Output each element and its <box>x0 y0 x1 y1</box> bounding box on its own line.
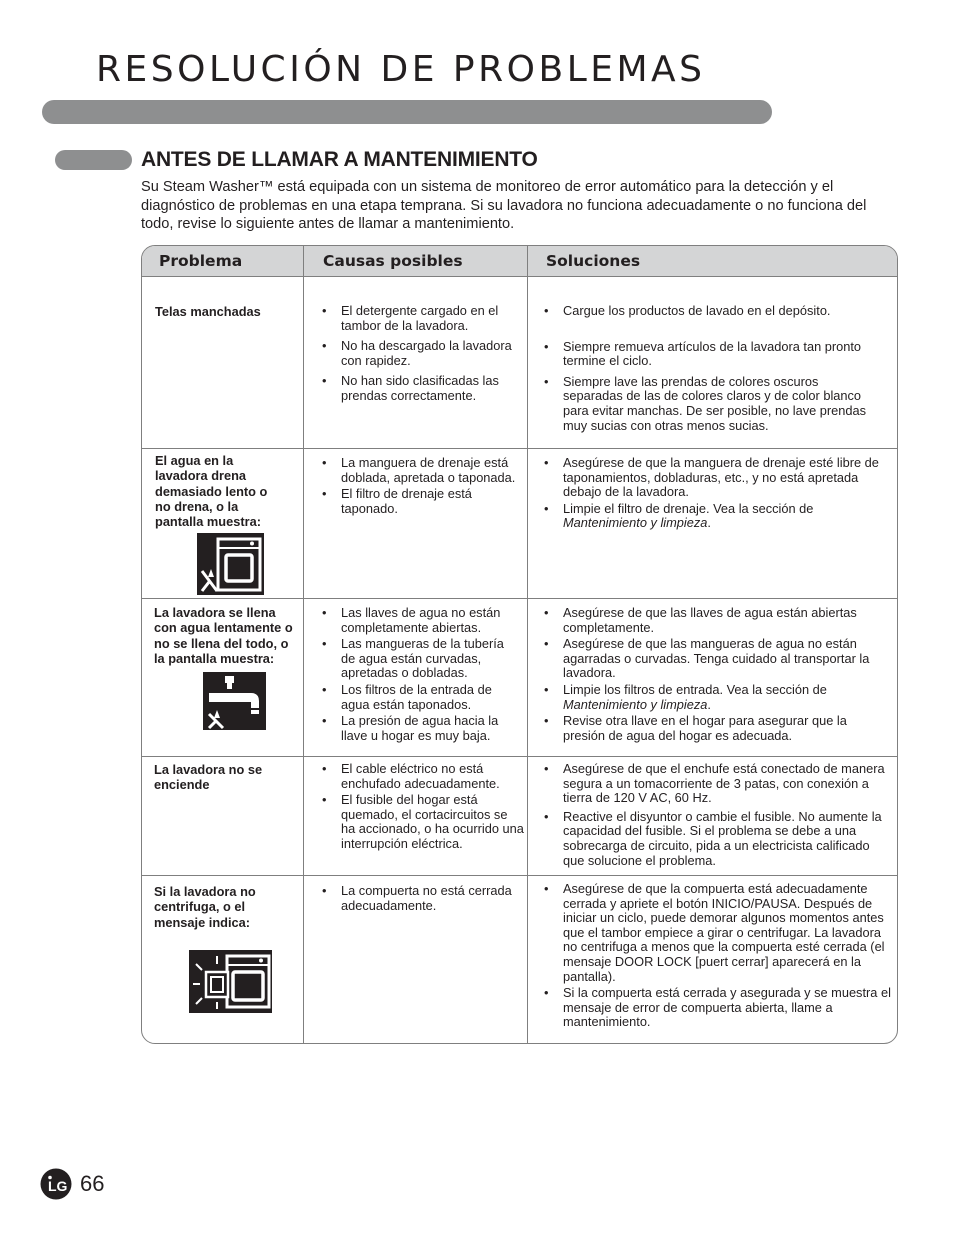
header-problema: Problema <box>159 252 243 270</box>
causes-list <box>319 762 524 852</box>
solution-item: • Limpie los filtros de entrada. Vea la sección de Mantenimiento y limpieza. <box>541 683 881 712</box>
troubleshooting-table <box>141 245 898 1044</box>
cause-item: • El filtro de drenaje está taponado. <box>319 487 519 516</box>
header-causas: Causas posibles <box>323 252 463 270</box>
solutions-list <box>541 762 888 868</box>
solution-item: • Asegúrese de que la compuerta está adecuadamente cerrada y apriete el botón INICIO/PAUSA. Después de iniciar un ciclo, puede demorar algunos momentos antes que el tambor empiece a girar o centrifugar. La lavadora no centrifuga a menos que la compuerta esté cerrada (el mensaje DOOR LOCK [puert cerrar] aparecerá en la pantalla). <box>541 882 893 984</box>
causes-list <box>319 304 519 404</box>
row-divider <box>142 448 897 449</box>
row-divider <box>142 875 897 876</box>
solution-item: • Siempre remueva artículos de la lavadora tan pronto termine el ciclo. <box>541 340 881 369</box>
title-bar-decoration <box>42 100 772 124</box>
cause-item: • No han sido clasificadas las prendas correctamente. <box>319 374 519 403</box>
logo-wordmark: LG <box>48 1178 68 1194</box>
page-number: 66 <box>80 1171 105 1196</box>
solution-item: • Siempre lave las prendas de colores oscuros separadas de las de colores claros y de color blanco para evitar manchas. De ser posible, no lave prendas muy sucias con otras menos sucias. <box>541 375 881 433</box>
solution-item: • Asegúrese de que la manguera de drenaje esté libre de taponamientos, dobladuras, etc., y no está apretada debajo de la lavadora. <box>541 456 891 500</box>
cause-item: • Los filtros de la entrada de agua están taponados. <box>319 683 519 712</box>
problem-label: Si la lavadora no centrifuga, o el mensaje indica: <box>154 884 256 930</box>
solution-item: • Asegúrese de que las llaves de agua están abiertas completamente. <box>541 606 881 635</box>
cause-item: • El cable eléctrico no está enchufado adecuadamente. <box>319 762 524 791</box>
section-pill-decoration <box>55 150 132 170</box>
causes-list <box>319 456 519 516</box>
section-reference: Mantenimiento y limpieza <box>563 515 708 531</box>
problem-label: La lavadora se llena con agua lentamente o no se llena del todo, o la pantalla muestra: <box>154 605 293 666</box>
header-soluciones: Soluciones <box>546 252 641 270</box>
column-divider <box>527 246 528 1043</box>
row-divider <box>142 598 897 599</box>
drain-error-icon <box>197 533 264 595</box>
solution-item: • Asegúrese de que las mangueras de agua no están agarradas o curvadas. Tenga cuidado al transportar la lavadora. <box>541 637 881 681</box>
cause-item: • La manguera de drenaje está doblada, apretada o taponada. <box>319 456 519 485</box>
column-divider <box>303 246 304 1043</box>
solution-item: • Limpie el filtro de drenaje. Vea la sección de Mantenimiento y limpieza. <box>541 502 891 531</box>
problem-label: Telas manchadas <box>155 304 261 319</box>
solutions-list <box>541 456 891 531</box>
lg-logo <box>40 1168 72 1200</box>
section-heading: ANTES DE LLAMAR A MANTENIMIENTO <box>141 148 538 171</box>
causes-list <box>319 606 519 743</box>
causes-list <box>319 884 524 913</box>
cause-item: • El detergente cargado en el tambor de la lavadora. <box>319 304 519 333</box>
problem-label: La lavadora no se enciende <box>154 762 263 793</box>
cause-item: • Las llaves de agua no están completamente abiertas. <box>319 606 519 635</box>
solutions-list <box>541 606 881 743</box>
solutions-list <box>541 882 893 1030</box>
table-header <box>142 246 897 277</box>
water-inlet-error-icon <box>203 672 266 730</box>
page-title: RESOLUCIÓN DE PROBLEMAS <box>96 49 706 90</box>
cause-item: • Las mangueras de la tubería de agua están curvadas, apretadas o dobladas. <box>319 637 519 681</box>
solution-item: • Cargue los productos de lavado en el depósito. <box>541 304 881 319</box>
cause-item: • La presión de agua hacia la llave u hogar es muy baja. <box>319 714 519 743</box>
door-lock-error-icon <box>189 950 272 1013</box>
cause-item: • La compuerta no está cerrada adecuadamente. <box>319 884 524 913</box>
cause-item: • No ha descargado la lavadora con rapidez. <box>319 339 519 368</box>
row-divider <box>142 756 897 757</box>
section-reference: Mantenimiento y limpieza <box>563 696 708 712</box>
intro-paragraph: Su Steam Washer™ está equipada con un sistema de monitoreo de error automático para la detección y el diagnóstico de problemas en una etapa temprana. Si su lavadora no funciona adecuadamente o no funciona del todo, revise lo siguiente antes de llamar a mantenimiento. <box>141 179 867 232</box>
solution-item: • Asegúrese de que el enchufe está conectado de manera segura a un tomacorriente de 3 patas, con conexión a tierra de 120 V AC, 60 Hz. <box>541 762 888 806</box>
solution-item: • Reactive el disyuntor o cambie el fusible. No aumente la capacidad del fusible. Si el problema se debe a una sobrecarga de circuito, pida a un electricista calificado que solucione el problema. <box>541 810 888 868</box>
cause-item: • El fusible del hogar está quemado, el cortacircuitos se ha accionado, o ha ocurrido una interrupción eléctrica. <box>319 793 524 851</box>
solutions-list <box>541 304 881 433</box>
solution-item: • Si la compuerta está cerrada y asegurada y se muestra el mensaje de error de compuerta abierta, llame a mantenimiento. <box>541 986 893 1030</box>
problem-label: El agua en la lavadora drena demasiado lento o no drena, o la pantalla muestra: <box>155 453 268 530</box>
solution-item: • Revise otra llave en el hogar para asegurar que la presión de agua del hogar es adecuada. <box>541 714 881 743</box>
